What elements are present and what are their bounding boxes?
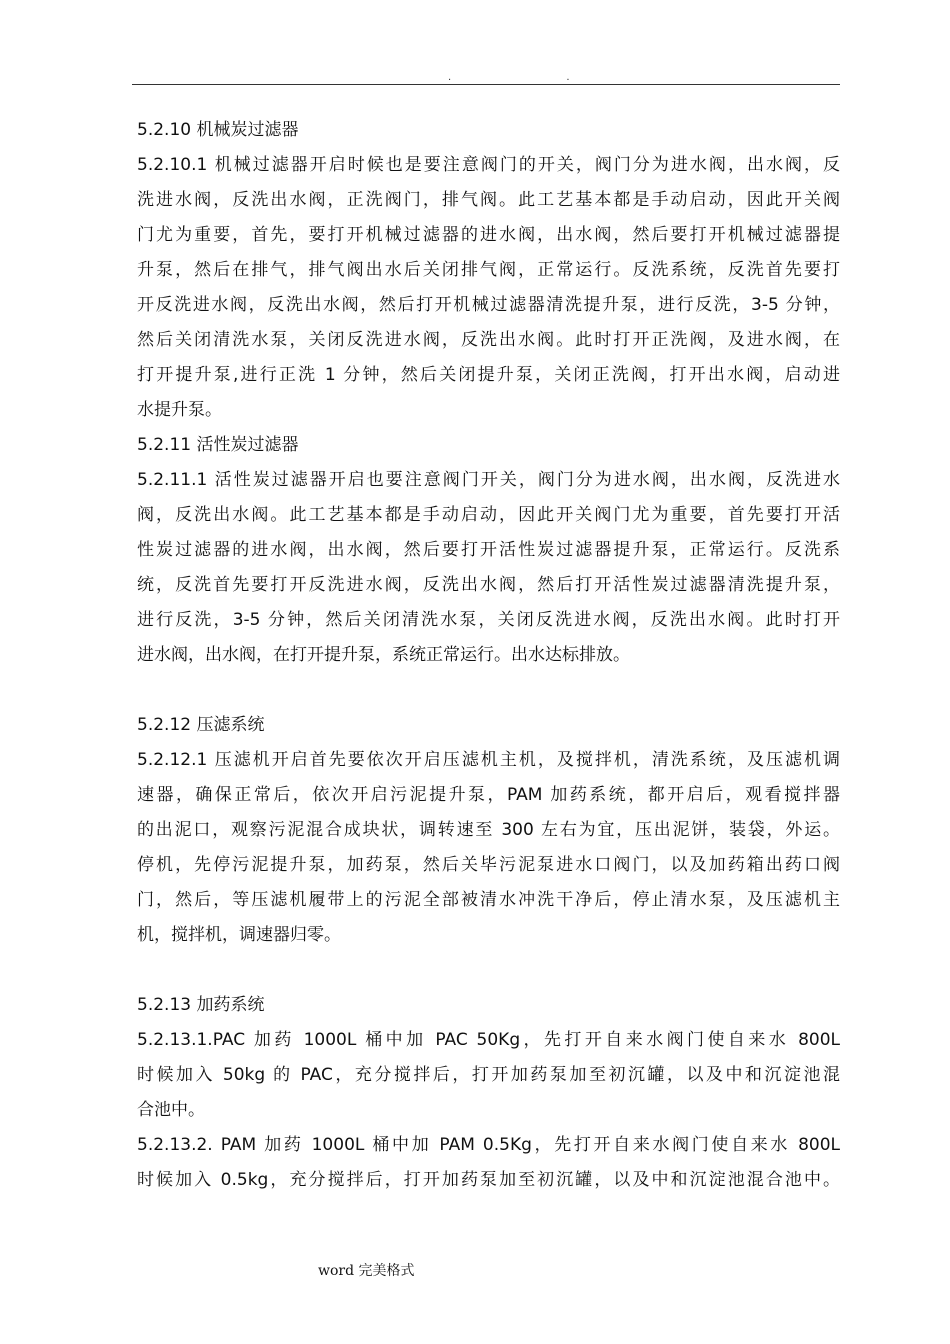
paragraph-line: 合池中。 [137,1100,205,1120]
paragraph-line: 进水阀，出水阀，在打开提升泵，系统正常运行。出水达标排放。 [137,645,630,665]
paragraph-line: 开反洗进水阀，反洗出水阀，然后打开机械过滤器清洗提升泵，进行反洗，3-5 分钟， [137,295,840,315]
paragraph-line: 的出泥口，观察污泥混合成块状，调转速至 300 左右为宜，压出泥饼，装袋，外运。 [137,820,840,840]
paragraph-line: 时候加入 50kg 的 PAC，充分搅拌后，打开加药泵加至初沉罐，以及中和沉淀池混 [137,1065,840,1085]
section-heading: 5.2.13 加药系统 [137,995,265,1015]
blank-line [137,953,840,988]
paragraph-line: 水提升泵。 [137,400,222,420]
paragraph-line: 门尤为重要，首先，要打开机械过滤器的进水阀，出水阀，然后要打开机械过滤器提 [137,225,840,245]
paragraph-line: 时候加入 0.5kg，充分搅拌后，打开加药泵加至初沉罐，以及中和沉淀池混合池中。 [137,1170,840,1190]
paragraph-line: 性炭过滤器的进水阀，出水阀，然后要打开活性炭过滤器提升泵，正常运行。反洗系 [137,540,840,560]
section-heading: 5.2.10 机械炭过滤器 [137,120,299,140]
section-heading: 5.2.12 压滤系统 [137,715,265,735]
paragraph-line: 阀，反洗出水阀。此工艺基本都是手动启动，因此开关阀门尤为重要，首先要打开活 [137,505,840,525]
document-body [137,113,840,1198]
paragraph-line: 门，然后，等压滤机履带上的污泥全部被清水冲洗干净后，停止清水泵，及压滤机主 [137,890,840,910]
page-footer: word 完美格式 [318,1263,415,1279]
header-rule [132,84,840,85]
section-heading: 5.2.11 活性炭过滤器 [137,435,299,455]
paragraph-line: 然后关闭清洗水泵，关闭反洗进水阀，反洗出水阀。此时打开正洗阀，及进水阀，在 [137,330,840,350]
paragraph-line: 5.2.12.1 压滤机开启首先要依次开启压滤机主机，及搅拌机，清洗系统，及压滤机调 [137,750,840,770]
paragraph-line: 洗进水阀，反洗出水阀，正洗阀门，排气阀。此工艺基本都是手动启动，因此开关阀 [137,190,840,210]
paragraph-line: 统，反洗首先要打开反洗进水阀，反洗出水阀，然后打开活性炭过滤器清洗提升泵， [137,575,840,595]
paragraph-line: 停机，先停污泥提升泵，加药泵，然后关毕污泥泵进水口阀门，以及加药箱出药口阀 [137,855,840,875]
header-dots: . . [448,72,626,83]
paragraph-line: 5.2.11.1 活性炭过滤器开启也要注意阀门开关，阀门分为进水阀，出水阀，反洗进水 [137,470,840,490]
paragraph-line: 升泵，然后在排气，排气阀出水后关闭排气阀，正常运行。反洗系统，反洗首先要打 [137,260,840,280]
blank-line [137,673,840,708]
paragraph-line: 5.2.13.2. PAM 加药 1000L 桶中加 PAM 0.5Kg，先打开自来水阀门使自来水 800L [137,1135,840,1155]
paragraph-line: 5.2.10.1 机械过滤器开启时候也是要注意阀门的开关，阀门分为进水阀，出水阀，反 [137,155,840,175]
paragraph-line: 打开提升泵,进行正洗 1 分钟，然后关闭提升泵，关闭正洗阀，打开出水阀，启动进 [137,365,840,385]
paragraph-line: 速器，确保正常后，依次开启污泥提升泵，PAM 加药系统，都开启后，观看搅拌器 [137,785,840,805]
paragraph-line: 机，搅拌机，调速器归零。 [137,925,341,945]
paragraph-line: 进行反洗，3-5 分钟，然后关闭清洗水泵，关闭反洗进水阀，反洗出水阀。此时打开 [137,610,840,630]
paragraph-line: 5.2.13.1.PAC 加药 1000L 桶中加 PAC 50Kg，先打开自来水阀门使自来水 800L [137,1030,840,1050]
